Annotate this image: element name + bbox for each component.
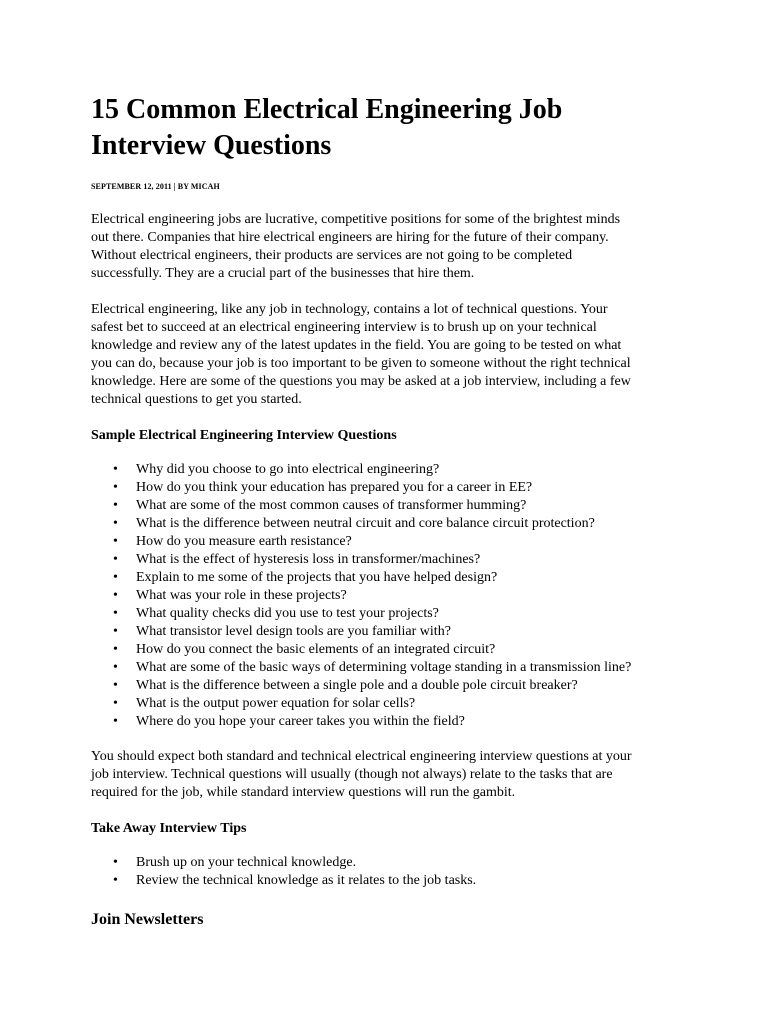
list-item xyxy=(91,623,631,641)
technical-paragraph xyxy=(91,301,631,409)
list-item xyxy=(91,515,631,533)
paragraph-line: successfully. They are a crucial part of the businesses that hire them. xyxy=(91,266,475,281)
question-text: Why did you choose to go into electrical engineering? xyxy=(136,462,440,477)
tips-heading: Take Away Interview Tips xyxy=(91,821,247,836)
byline: SEPTEMBER 12, 2011 | BY MICAH xyxy=(91,182,220,191)
paragraph-line: required for the job, while standard interview questions will run the gambit. xyxy=(91,785,516,800)
newsletters-heading: Join Newsletters xyxy=(91,911,204,928)
paragraph-line: Without electrical engineers, their products are services are not going to be completed xyxy=(91,248,573,263)
questions-list xyxy=(91,461,631,731)
bullet-icon: • xyxy=(113,588,118,603)
paragraph-line: job interview. Technical questions will usually (though not always) relate to the tasks that are xyxy=(91,767,613,782)
question-text: What are some of the most common causes of transformer humming? xyxy=(136,498,527,513)
list-item xyxy=(91,677,631,695)
bullet-icon: • xyxy=(113,552,118,567)
list-item xyxy=(91,533,631,551)
bullet-icon: • xyxy=(113,462,118,477)
paragraph-line: out there. Companies that hire electrical engineers are hiring for the future of their company. xyxy=(91,230,609,245)
list-item xyxy=(91,551,631,569)
bullet-icon: • xyxy=(113,873,118,888)
question-text: How do you measure earth resistance? xyxy=(136,534,352,549)
bullet-icon: • xyxy=(113,624,118,639)
list-item xyxy=(91,713,631,731)
paragraph-line: knowledge and review any of the latest updates in the field. You are going to be tested on what xyxy=(91,338,622,353)
paragraph-line: technical questions to get you started. xyxy=(91,392,302,407)
question-text: What transistor level design tools are you familiar with? xyxy=(136,624,451,639)
question-text: What are some of the basic ways of determining voltage standing in a transmission line? xyxy=(136,660,632,675)
list-item xyxy=(91,605,631,623)
paragraph-line: knowledge. Here are some of the questions you may be asked at a job interview, including a few xyxy=(91,374,631,389)
expectations-paragraph xyxy=(91,748,632,802)
list-item xyxy=(91,497,631,515)
question-text: What is the output power equation for solar cells? xyxy=(136,696,416,711)
question-text: What is the difference between neutral circuit and core balance circuit protection? xyxy=(136,516,595,531)
bullet-icon: • xyxy=(113,570,118,585)
question-text: Explain to me some of the projects that you have helped design? xyxy=(136,570,498,585)
question-text: How do you connect the basic elements of an integrated circuit? xyxy=(136,642,496,657)
bullet-icon: • xyxy=(113,606,118,621)
bullet-icon: • xyxy=(113,696,118,711)
list-item xyxy=(91,479,631,497)
list-item xyxy=(91,695,631,713)
question-text: What is the effect of hysteresis loss in transformer/machines? xyxy=(136,552,481,567)
paragraph-line: Electrical engineering jobs are lucrative, competitive positions for some of the brightest minds xyxy=(91,212,621,227)
list-item xyxy=(91,659,631,677)
question-text: What is the difference between a single pole and a double pole circuit breaker? xyxy=(136,678,578,693)
list-item xyxy=(91,461,631,479)
question-text: What quality checks did you use to test your projects? xyxy=(136,606,439,621)
paragraph-line: safest bet to succeed at an electrical engineering interview is to brush up on your technical xyxy=(91,320,597,335)
paragraph-line: Electrical engineering, like any job in technology, contains a lot of technical questions. Your xyxy=(91,302,608,317)
sample-questions-heading: Sample Electrical Engineering Interview Questions xyxy=(91,428,397,443)
list-item xyxy=(91,587,631,605)
page-title xyxy=(91,92,691,164)
question-text: How do you think your education has prepared you for a career in EE? xyxy=(136,480,533,495)
bullet-icon: • xyxy=(113,678,118,693)
intro-paragraph xyxy=(91,211,620,283)
bullet-icon: • xyxy=(113,855,118,870)
paragraph-line: You should expect both standard and technical electrical engineering interview questions at your xyxy=(91,749,632,764)
list-item xyxy=(91,641,631,659)
title-line-2: Interview Questions xyxy=(91,130,332,161)
bullet-icon: • xyxy=(113,498,118,513)
question-text: Where do you hope your career takes you within the field? xyxy=(136,714,465,729)
tips-list xyxy=(91,854,476,890)
list-item xyxy=(91,872,476,890)
list-item xyxy=(91,854,476,872)
tip-text: Brush up on your technical knowledge. xyxy=(136,855,357,870)
tip-text: Review the technical knowledge as it relates to the job tasks. xyxy=(136,873,477,888)
bullet-icon: • xyxy=(113,660,118,675)
bullet-icon: • xyxy=(113,642,118,657)
list-item xyxy=(91,569,631,587)
bullet-icon: • xyxy=(113,480,118,495)
paragraph-line: you can do, because your job is too important to be given to someone without the right technical xyxy=(91,356,631,371)
bullet-icon: • xyxy=(113,534,118,549)
question-text: What was your role in these projects? xyxy=(136,588,347,603)
bullet-icon: • xyxy=(113,516,118,531)
title-line-1: 15 Common Electrical Engineering Job xyxy=(91,94,563,125)
bullet-icon: • xyxy=(113,714,118,729)
